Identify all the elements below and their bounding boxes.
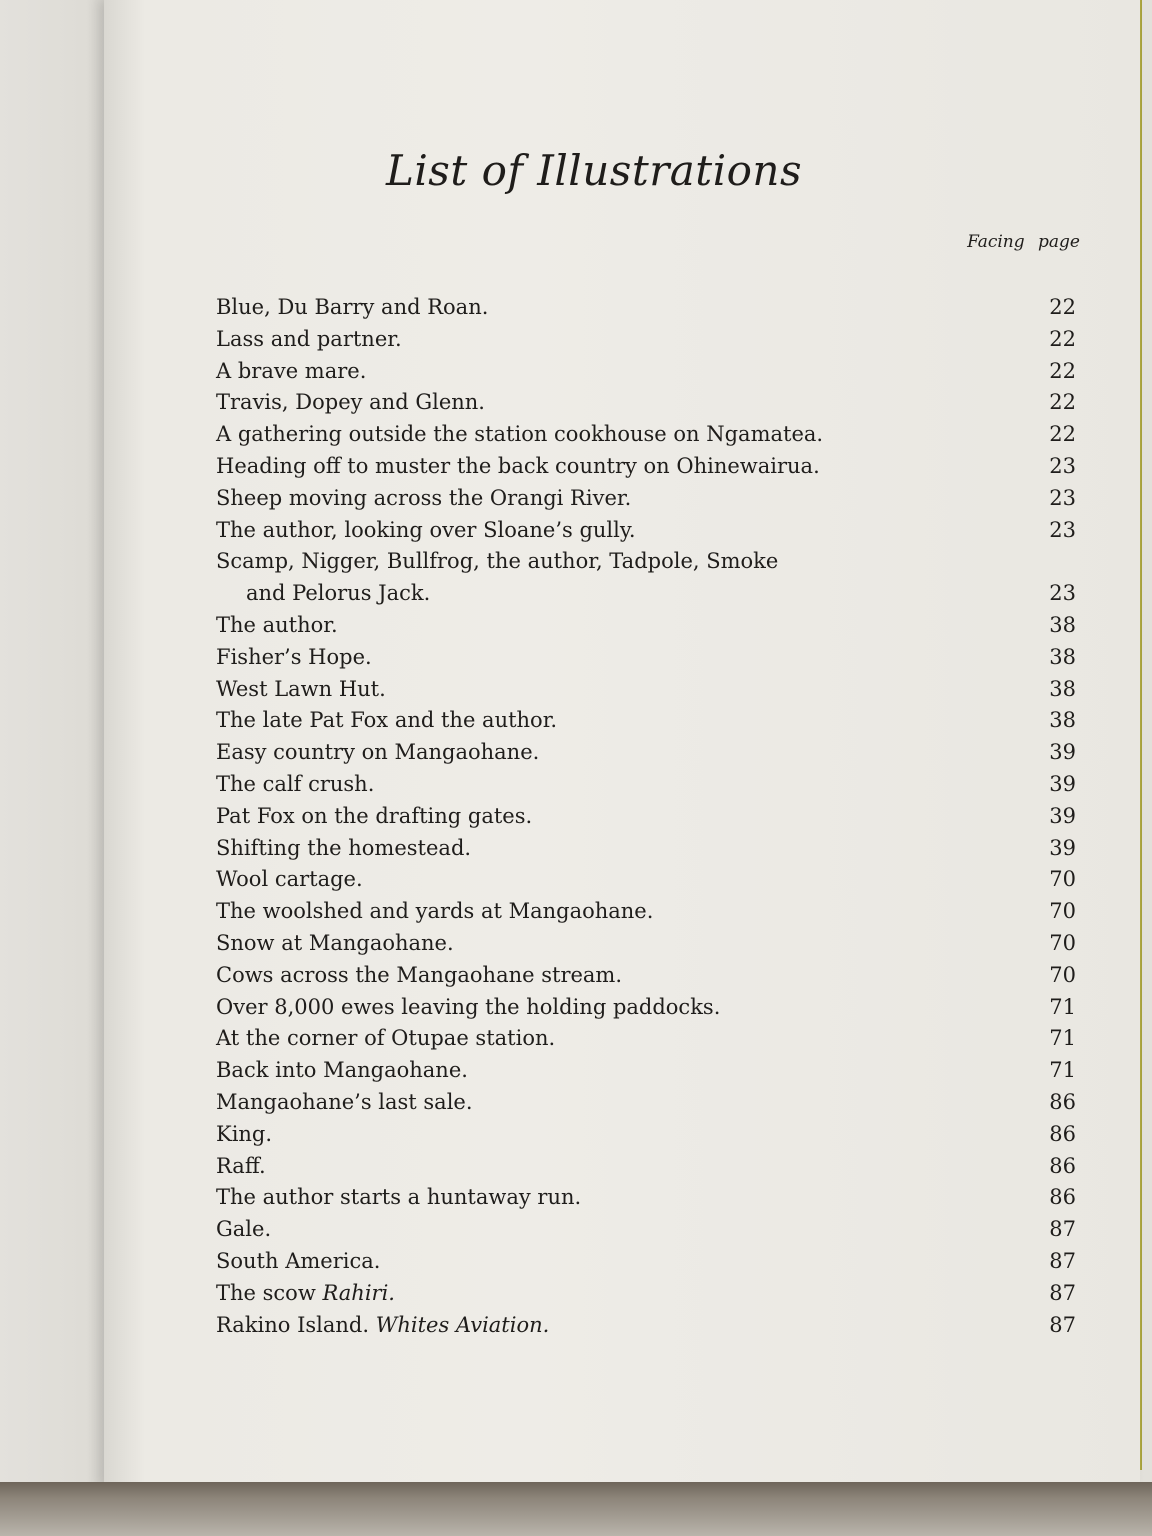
caption-text: Wool cartage. [216,867,363,892]
illustration-caption [216,1182,581,1214]
caption-text: South America. [216,1248,381,1273]
caption-text: Scamp, Nigger, Bullfrog, the author, Tadpole, Smoke [216,549,779,574]
list-item [216,1119,1076,1151]
facing-page-number: 23 [1049,485,1076,510]
caption-text: Cows across the Mangaohane stream. [216,962,623,987]
illustration-caption [216,864,363,896]
illustration-caption [216,419,823,451]
caption-text: The scow [216,1280,316,1305]
illustration-caption [216,292,488,324]
list-item [216,1087,1076,1119]
facing-page-number: 22 [1049,295,1076,319]
illustration-caption [216,515,636,547]
illustration-caption [216,1151,266,1183]
column-heading-facing-page: Facing page [967,232,1080,252]
illustration-caption [216,896,653,928]
illustration-caption [216,705,557,737]
caption-text: The woolshed and yards at Mangaohane. [216,899,654,924]
illustration-caption [216,1310,549,1342]
caption-text: Rakino Island. [216,1312,370,1337]
list-item [216,769,1076,801]
facing-page-number: 87 [1049,1312,1076,1337]
illustration-caption [216,928,454,960]
facing-page-number: 86 [1049,1185,1076,1210]
caption-text: King. [216,1121,273,1146]
facing-page-number: 71 [1049,994,1076,1019]
caption-text: Mangaohane’s last sale. [216,1089,473,1114]
caption-text: Sheep moving across the Orangi River. [216,485,632,510]
list-item [216,610,1076,642]
caption-text: The author. [216,612,338,637]
illustration-caption [216,801,532,833]
facing-page-number: 39 [1049,771,1076,796]
caption-italic-text: Whites Aviation. [375,1312,550,1337]
caption-text: Pat Fox on the drafting gates. [216,803,533,828]
page-content [104,0,1140,1486]
illustration-caption [216,451,820,483]
caption-text: The author starts a huntaway run. [216,1185,582,1210]
caption-text: Travis, Dopey and Glenn. [216,390,485,415]
page-title: List of Illustrations [385,146,803,195]
illustration-caption [216,833,471,865]
table-surface [0,1482,1152,1536]
list-item [216,451,1076,483]
caption-continuation: and Pelorus Jack. [246,581,431,606]
book-page [104,0,1140,1486]
caption-text: Easy country on Mangaohane. [216,740,540,765]
illustration-caption [216,642,372,674]
list-item [216,292,1076,324]
list-item [216,515,1076,547]
illustration-caption [216,610,338,642]
facing-page-number: 23 [1049,453,1076,478]
list-item [216,1023,1076,1055]
list-item [216,1151,1076,1183]
list-item [216,992,1076,1024]
illustration-caption [216,1087,473,1119]
caption-text: The author, looking over Sloane’s gully. [216,517,636,542]
facing-page-number: 23 [1049,517,1076,542]
list-item [216,1278,1076,1310]
facing-page-number: 38 [1049,612,1076,637]
list-item [216,1246,1076,1278]
facing-page-number: 38 [1049,644,1076,669]
caption-text: Snow at Mangaohane. [216,930,454,955]
facing-page-number: 39 [1049,835,1076,860]
illustration-caption [216,387,485,419]
caption-text: The calf crush. [216,771,375,796]
list-item [216,419,1076,451]
facing-page-number: 87 [1049,1248,1076,1273]
list-item [216,642,1076,674]
caption-text: Shifting the homestead. [216,835,472,860]
list-item [216,864,1076,896]
facing-page-number: 70 [1049,899,1076,924]
caption-text: The late Pat Fox and the author. [216,708,558,733]
list-item [216,674,1076,706]
list-item [216,928,1076,960]
list-item [216,896,1076,928]
list-item [216,324,1076,356]
caption-text: Raff. [216,1153,266,1178]
illustration-caption [216,769,374,801]
illustration-caption [216,992,720,1024]
caption-text: Gale. [216,1217,272,1242]
facing-page-number: 22 [1049,358,1076,383]
caption-text: A gathering outside the station cookhouse on Ngamatea. [216,422,824,447]
facing-page-number: 39 [1049,740,1076,765]
facing-page-number: 22 [1049,422,1076,447]
caption-text: A brave mare. [216,358,367,383]
facing-page-number: 22 [1049,390,1076,415]
list-item [216,1182,1076,1214]
caption-text: Lass and partner. [216,326,402,351]
list-item [216,483,1076,515]
facing-page-number: 71 [1049,1026,1076,1051]
illustration-caption [216,1214,271,1246]
facing-page-number: 22 [1049,326,1076,351]
list-item [216,387,1076,419]
caption-italic-text: Rahiri. [322,1280,395,1305]
facing-page-number: 86 [1049,1089,1076,1114]
caption-text: Blue, Du Barry and Roan. [216,295,489,319]
facing-page-number: 38 [1049,676,1076,701]
facing-page-number: 87 [1049,1217,1076,1242]
facing-page-number: 86 [1049,1121,1076,1146]
illustration-caption [216,960,622,992]
caption-text: Over 8,000 ewes leaving the holding paddocks. [216,994,721,1019]
illustration-caption [216,1278,395,1310]
list-item [216,546,1076,610]
illustration-caption [216,546,778,610]
facing-page-number: 23 [1049,581,1076,606]
illustration-caption [216,356,366,388]
facing-page-number: 70 [1049,867,1076,892]
illustration-caption [216,483,631,515]
caption-text: At the corner of Otupae station. [216,1026,556,1051]
illustration-caption [216,1023,555,1055]
illustrations-list [216,292,1076,1341]
list-item [216,1214,1076,1246]
facing-page-number: 38 [1049,708,1076,733]
illustration-caption [216,324,402,356]
illustration-caption [216,1055,468,1087]
caption-text: Heading off to muster the back country on Ohinewairua. [216,453,820,478]
illustration-caption [216,1246,380,1278]
facing-page-number: 87 [1049,1280,1076,1305]
illustration-caption [216,737,539,769]
list-item [216,960,1076,992]
list-item [216,1310,1076,1342]
list-item [216,801,1076,833]
list-item [216,737,1076,769]
list-item [216,833,1076,865]
facing-page-number: 71 [1049,1058,1076,1083]
caption-text: Fisher’s Hope. [216,644,372,669]
facing-page-number: 70 [1049,962,1076,987]
list-item [216,356,1076,388]
illustration-caption [216,1119,272,1151]
caption-text: West Lawn Hut. [216,676,386,701]
list-item [216,705,1076,737]
facing-page-number: 86 [1049,1153,1076,1178]
facing-page-number: 70 [1049,930,1076,955]
list-item [216,1055,1076,1087]
facing-page-number: 39 [1049,803,1076,828]
caption-text: Back into Mangaohane. [216,1058,468,1083]
illustration-caption [216,674,386,706]
